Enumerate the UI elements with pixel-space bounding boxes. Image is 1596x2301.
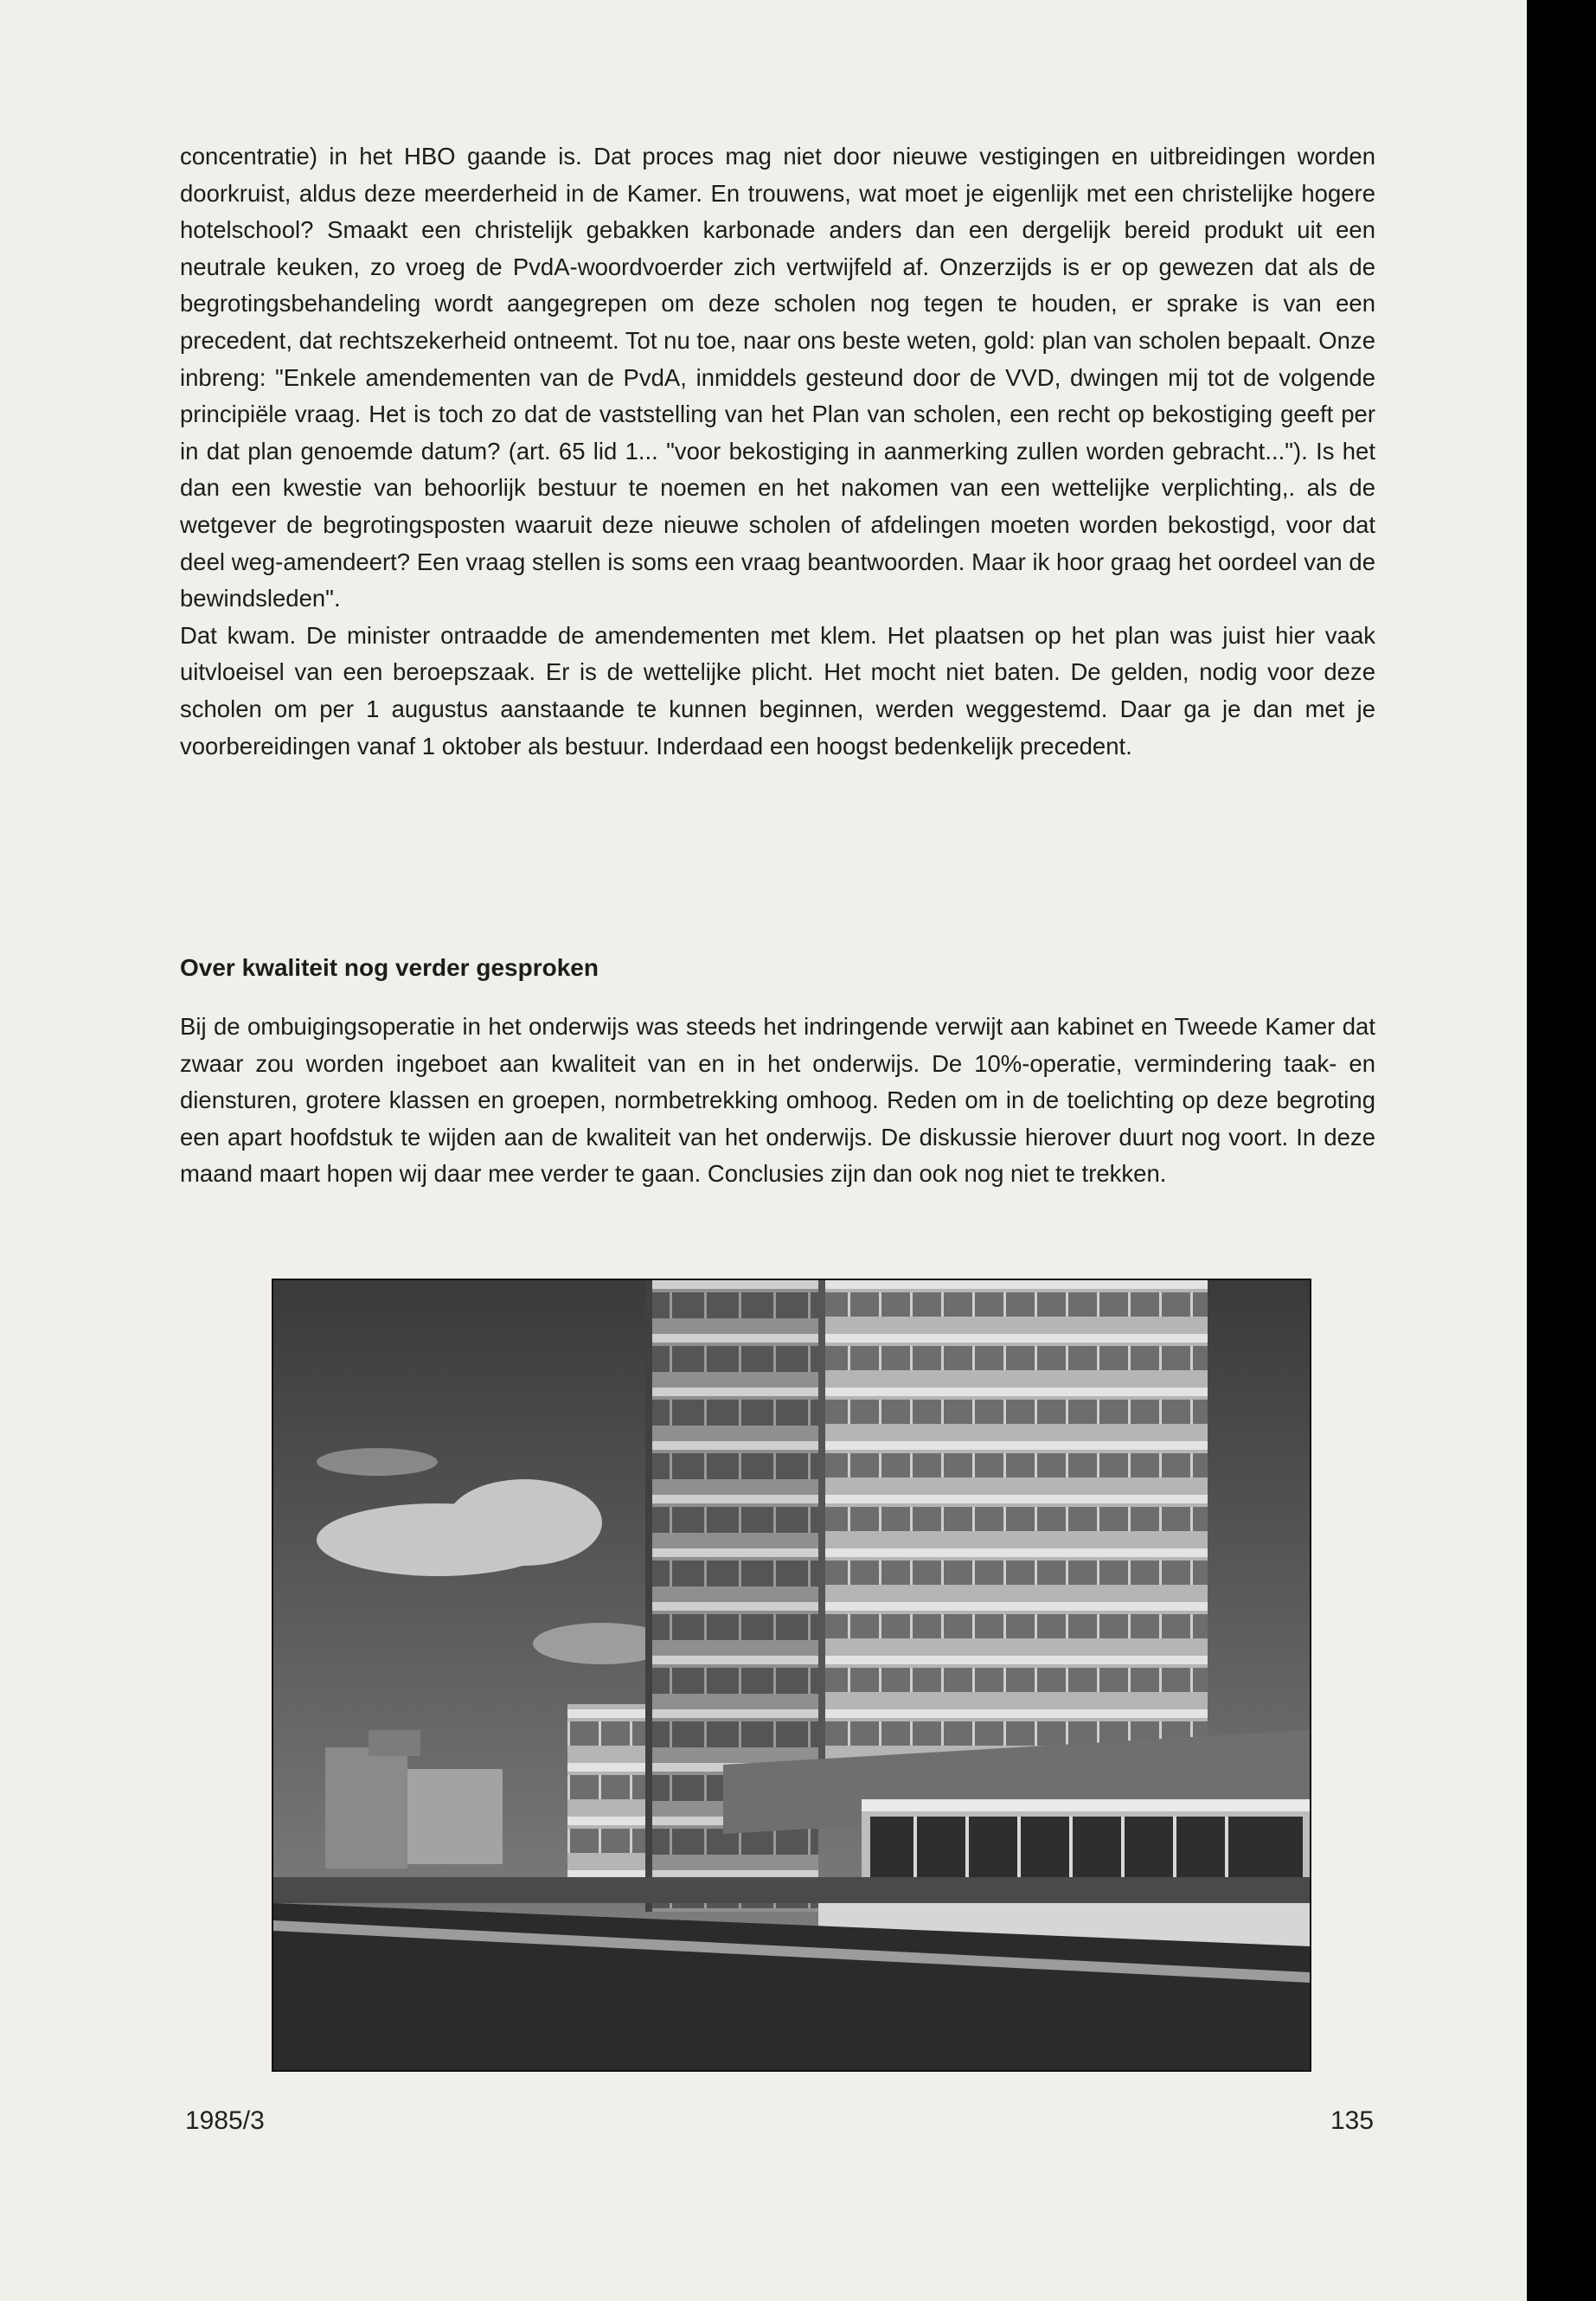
body-text-first <box>180 138 1375 765</box>
building-photo <box>272 1279 1311 2072</box>
hedge <box>273 1877 1310 1903</box>
scan-edge <box>1527 0 1596 2301</box>
paragraph-3: Bij de ombuigingsoperatie in het onderwijs was steeds het indringende verwijt aan kabinet en Tweede Kamer dat zwaar zou worden ingeboet aan kwaliteit van en in het onderwijs. De 10%-operatie, vermindering taak- en diensturen, grotere klassen en groepen, normbetrekking omhoog. Reden om in de toelichting op deze begroting een apart hoofdstuk te wijden aan de kwaliteit van het onderwijs. De diskussie hierover duurt nog voort. In deze maand maart hopen wij daar mee verder te gaan. Conclusies zijn dan ook nog niet te trekken. <box>180 1013 1375 1188</box>
issue-label: 1985/3 <box>185 2106 265 2135</box>
page-number: 135 <box>1330 2106 1375 2135</box>
tower-right <box>818 1280 1208 1799</box>
paragraph-2: Dat kwam. De minister ontraadde de amendementen met klem. Het plaatsen op het plan was juist hier vaak uitvloeisel van een beroepszaak. Er is de wettelijke plicht. Het mocht niet baten. De gelden, nodig voor deze scholen om per 1 augustus aanstaande te kunnen beginnen, werden weggestemd. Daar ga je dan met je voorbereidingen vanaf 1 oktober als bestuur. Inderdaad een hoogst bedenkelijk precedent. <box>180 621 1375 760</box>
building-photo-illustration <box>273 1280 1310 2070</box>
section-heading: Over kwaliteit nog verder gesproken <box>180 954 599 981</box>
paragraph-1: concentratie) in het HBO gaande is. Dat proces mag niet door nieuwe vestigingen en uitbreidingen worden doorkruist, aldus deze meerderheid in de Kamer. En trouwens, wat moet je eigenlijk met een christelijke hogere hotelschool? Smaakt een christelijk gebakken karbonade anders dan een dergelijk bereid produkt uit een neutrale keuken, zo vroeg de PvdA-woordvoerder zich vertwijfeld af. Onzerzijds is er op gewezen dat als de begrotingsbehandeling wordt aangegrepen om deze scholen nog tegen te houden, er sprake is van een precedent, dat rechtszekerheid ontneemt. Tot nu toe, naar ons beste weten, gold: plan van scholen bepaalt. Onze inbreng: "Enkele amendementen van de PvdA, inmiddels gesteund door de VVD, dwingen mij tot de volgende principiële vraag. Het is toch zo dat de vaststelling van het Plan van scholen, een recht op bekostiging geeft per in dat plan genoemde datum? (art. 65 lid 1... "voor bekostiging in aanmerking zullen worden gebracht..."). Is het dan een kwestie van behoorlijk bestuur te noemen en het nakomen van een wettelijke verplichting,. als de wetgever de begrotingsposten waaruit deze nieuwe scholen of afdelingen moeten worden bekostigd, voor dat deel weg-amendeert? Een vraag stellen is soms een vraag beantwoorden. Maar ik hoor graag het oordeel van de bewindsleden". <box>180 143 1375 612</box>
